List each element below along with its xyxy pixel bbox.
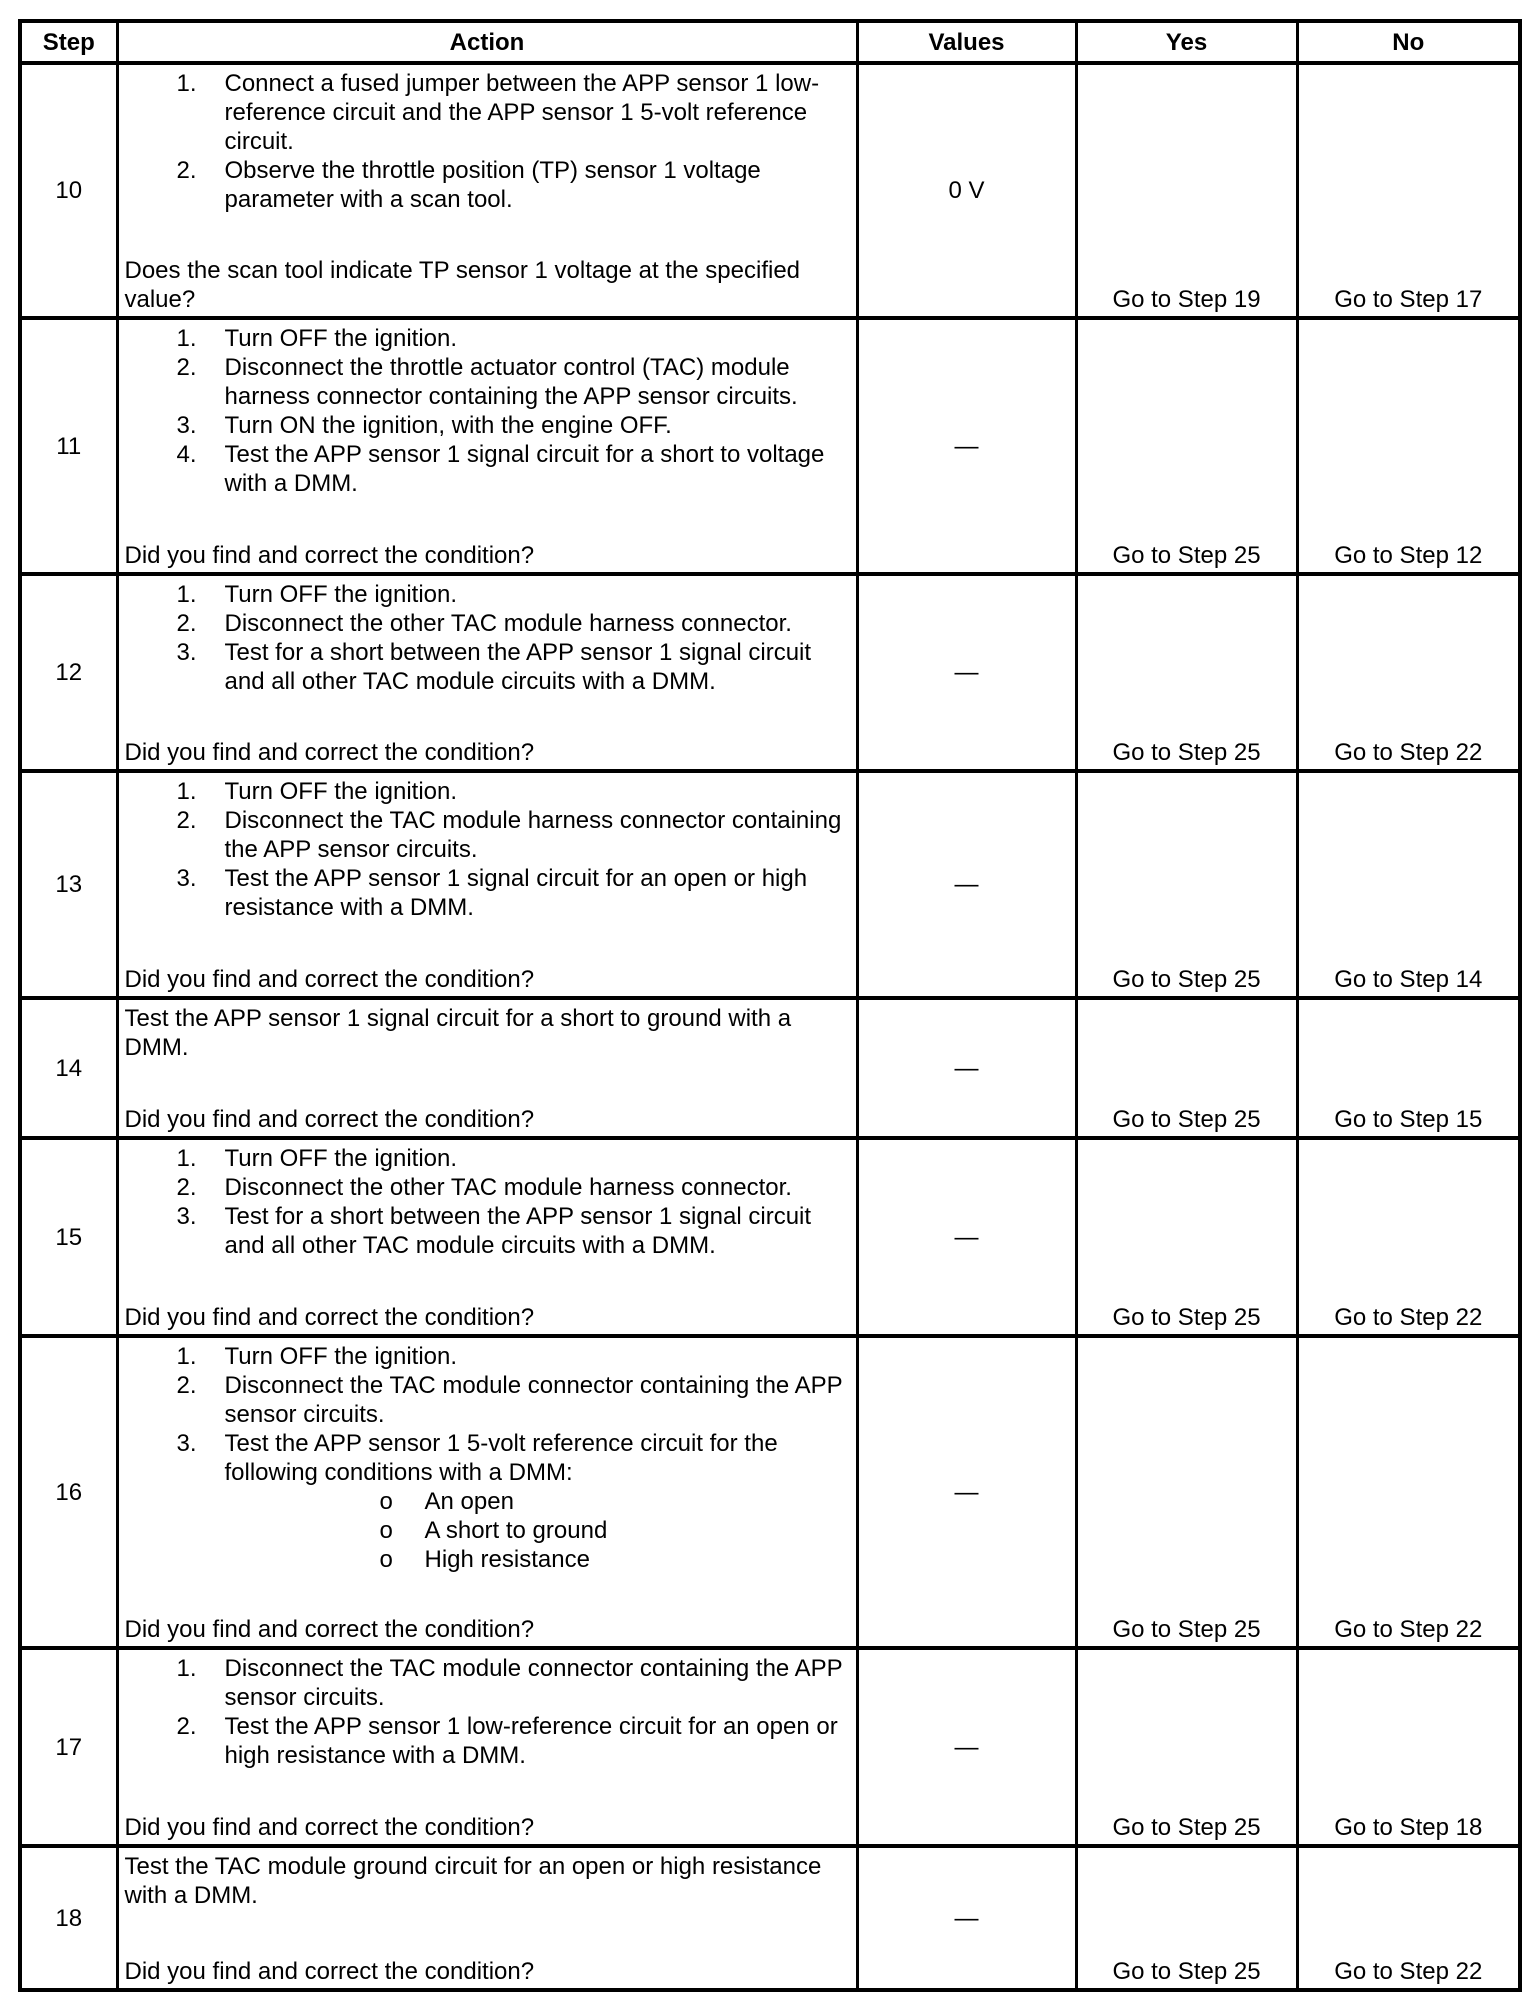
action-step-text: Turn OFF the ignition.: [224, 1145, 458, 1172]
action-question: Did you find and correct the condition?: [124, 1616, 535, 1643]
action-step-number: 1.: [176, 1343, 197, 1370]
yes-goto-cell: Go to Step 25: [1076, 998, 1297, 1138]
circle-bullet-icon: o: [379, 1546, 393, 1573]
no-goto-cell: Go to Step 22: [1297, 574, 1520, 771]
header-yes: Yes: [1076, 21, 1297, 63]
action-step-number: 2.: [176, 1713, 197, 1740]
table-row: [20, 63, 1520, 318]
value-cell: —: [857, 1648, 1076, 1846]
value-cell: —: [857, 1138, 1076, 1336]
action-step-text: Test the APP sensor 1 low-reference circuit for an open or high resistance with a DMM.: [224, 1713, 838, 1769]
no-goto-cell: Go to Step 17: [1297, 63, 1520, 318]
action-step-text: Turn OFF the ignition.: [224, 325, 458, 352]
no-goto-cell: Go to Step 14: [1297, 771, 1520, 998]
action-step: [125, 324, 848, 353]
action-cell: [117, 1336, 857, 1648]
action-step: [125, 1173, 848, 1202]
action-step-text: Observe the throttle position (TP) sensor 1 voltage parameter with a scan tool.: [224, 157, 761, 213]
action-step-number: 2.: [176, 157, 197, 184]
step-number: 15: [20, 1138, 117, 1336]
action-steps-list: [125, 1342, 848, 1574]
step-number: 16: [20, 1336, 117, 1648]
action-step-text: Disconnect the TAC module connector containing the APP sensor circuits.: [224, 1372, 843, 1428]
table-row: [20, 1648, 1520, 1846]
value-cell: —: [857, 998, 1076, 1138]
action-step: [125, 156, 848, 214]
action-step: [125, 1654, 848, 1712]
action-step-number: 2.: [176, 610, 197, 637]
action-step: [125, 638, 848, 696]
action-step-text: Turn ON the ignition, with the engine OFF.: [224, 412, 672, 439]
no-goto-cell: Go to Step 18: [1297, 1648, 1520, 1846]
action-step-text: Test the APP sensor 1 5-volt reference circuit for the following conditions with a DMM:: [224, 1430, 778, 1486]
action-step-number: 3.: [176, 865, 197, 892]
no-goto-cell: Go to Step 22: [1297, 1138, 1520, 1336]
no-goto-cell: Go to Step 22: [1297, 1846, 1520, 1990]
action-step: [125, 411, 848, 440]
action-step-number: 3.: [176, 1203, 197, 1230]
action-step: [125, 1371, 848, 1429]
condition-item: [225, 1487, 848, 1516]
table-body: [20, 63, 1520, 1990]
condition-item: [225, 1516, 848, 1545]
header-action: Action: [117, 21, 857, 63]
value-cell: —: [857, 318, 1076, 574]
action-question: Did you find and correct the condition?: [124, 1814, 535, 1841]
action-step: [125, 777, 848, 806]
action-step: [125, 69, 848, 156]
yes-goto-cell: Go to Step 25: [1076, 318, 1297, 574]
action-step-text: Turn OFF the ignition.: [224, 1343, 458, 1370]
action-cell: [117, 771, 857, 998]
action-step-number: 1.: [176, 581, 197, 608]
step-number: 18: [20, 1846, 117, 1990]
yes-goto-cell: Go to Step 19: [1076, 63, 1297, 318]
action-steps-list: [125, 69, 848, 214]
action-text: Test the APP sensor 1 signal circuit for a short to ground with a DMM.: [124, 1005, 792, 1061]
condition-text: High resistance: [424, 1546, 590, 1573]
action-cell: [117, 1138, 857, 1336]
action-step: [125, 1202, 848, 1260]
action-step-text: Disconnect the throttle actuator control (TAC) module harness connector containing the APP sensor circuits.: [224, 354, 798, 410]
action-steps-list: [125, 1654, 848, 1770]
action-step-number: 3.: [176, 412, 197, 439]
action-step-text: Test for a short between the APP sensor 1 signal circuit and all other TAC module circuits with a DMM.: [224, 639, 812, 695]
action-step-number: 2.: [176, 1372, 197, 1399]
action-step-number: 2.: [176, 1174, 197, 1201]
action-step: [125, 440, 848, 498]
action-step-text: Turn OFF the ignition.: [224, 778, 458, 805]
condition-list: [225, 1487, 848, 1574]
step-number: 13: [20, 771, 117, 998]
no-goto-cell: Go to Step 12: [1297, 318, 1520, 574]
action-step-text: Disconnect the other TAC module harness connector.: [224, 610, 792, 637]
table-row: [20, 771, 1520, 998]
action-cell: [117, 63, 857, 318]
action-step: [125, 609, 848, 638]
action-step-number: 1.: [176, 70, 197, 97]
value-cell: —: [857, 574, 1076, 771]
value-cell: —: [857, 1846, 1076, 1990]
condition-item: [225, 1545, 848, 1574]
action-step: [125, 1144, 848, 1173]
action-step-text: Disconnect the TAC module connector containing the APP sensor circuits.: [224, 1655, 843, 1711]
action-question: Does the scan tool indicate TP sensor 1 voltage at the specified value?: [124, 257, 801, 313]
action-step-text: Test the APP sensor 1 signal circuit for an open or high resistance with a DMM.: [224, 865, 808, 921]
yes-goto-cell: Go to Step 25: [1076, 1138, 1297, 1336]
action-question: Did you find and correct the condition?: [124, 1304, 535, 1331]
action-step: [125, 806, 848, 864]
action-cell: [117, 1846, 857, 1990]
header-no: No: [1297, 21, 1520, 63]
table-row: [20, 1846, 1520, 1990]
table-row: [20, 1336, 1520, 1648]
action-step-number: 2.: [176, 807, 197, 834]
step-number: 17: [20, 1648, 117, 1846]
step-number: 10: [20, 63, 117, 318]
condition-text: An open: [424, 1488, 514, 1515]
action-step-number: 4.: [176, 441, 197, 468]
action-step: [125, 864, 848, 922]
action-steps-list: [125, 580, 848, 696]
circle-bullet-icon: o: [379, 1488, 393, 1515]
action-cell: [117, 574, 857, 771]
action-question: Did you find and correct the condition?: [124, 542, 535, 569]
yes-goto-cell: Go to Step 25: [1076, 1648, 1297, 1846]
action-step-number: 3.: [176, 639, 197, 666]
action-step-text: Test the APP sensor 1 signal circuit for a short to voltage with a DMM.: [224, 441, 825, 497]
condition-text: A short to ground: [424, 1517, 608, 1544]
action-question: Did you find and correct the condition?: [124, 739, 535, 766]
no-goto-cell: Go to Step 15: [1297, 998, 1520, 1138]
action-cell: [117, 998, 857, 1138]
action-step-text: Disconnect the TAC module harness connector containing the APP sensor circuits.: [224, 807, 842, 863]
action-step: [125, 1712, 848, 1770]
action-cell: [117, 1648, 857, 1846]
action-step-number: 2.: [176, 354, 197, 381]
action-step-number: 1.: [176, 1145, 197, 1172]
yes-goto-cell: Go to Step 25: [1076, 1336, 1297, 1648]
table-row: [20, 1138, 1520, 1336]
header-step: Step: [20, 21, 117, 63]
action-step-text: Disconnect the other TAC module harness connector.: [224, 1174, 792, 1201]
action-steps-list: [125, 1144, 848, 1260]
action-question: Did you find and correct the condition?: [124, 1106, 535, 1133]
header-values: Values: [857, 21, 1076, 63]
step-number: 14: [20, 998, 117, 1138]
action-step-number: 3.: [176, 1430, 197, 1457]
action-step: [125, 1429, 848, 1574]
circle-bullet-icon: o: [379, 1517, 393, 1544]
table-row: [20, 318, 1520, 574]
action-step-text: Test for a short between the APP sensor 1 signal circuit and all other TAC module circuits with a DMM.: [224, 1203, 812, 1259]
action-steps-list: [125, 324, 848, 498]
step-number: 11: [20, 318, 117, 574]
action-step-number: 1.: [176, 1655, 197, 1682]
action-steps-list: [125, 777, 848, 922]
table-row: [20, 574, 1520, 771]
header-row: [20, 21, 1520, 63]
action-step: [125, 580, 848, 609]
no-goto-cell: Go to Step 22: [1297, 1336, 1520, 1648]
value-cell: 0 V: [857, 63, 1076, 318]
value-cell: —: [857, 1336, 1076, 1648]
action-text: Test the TAC module ground circuit for an open or high resistance with a DMM.: [124, 1853, 822, 1909]
yes-goto-cell: Go to Step 25: [1076, 1846, 1297, 1990]
yes-goto-cell: Go to Step 25: [1076, 574, 1297, 771]
action-step-number: 1.: [176, 325, 197, 352]
step-number: 12: [20, 574, 117, 771]
action-step: [125, 353, 848, 411]
action-cell: [117, 318, 857, 574]
action-step-number: 1.: [176, 778, 197, 805]
value-cell: —: [857, 771, 1076, 998]
action-step: [125, 1342, 848, 1371]
action-step-text: Turn OFF the ignition.: [224, 581, 458, 608]
action-question: Did you find and correct the condition?: [124, 966, 535, 993]
diagnostic-table: [18, 19, 1522, 1992]
table-row: [20, 998, 1520, 1138]
action-step-text: Connect a fused jumper between the APP sensor 1 low-reference circuit and the APP sensor 1 5-volt reference circuit.: [224, 70, 820, 155]
yes-goto-cell: Go to Step 25: [1076, 771, 1297, 998]
action-question: Did you find and correct the condition?: [124, 1958, 535, 1985]
